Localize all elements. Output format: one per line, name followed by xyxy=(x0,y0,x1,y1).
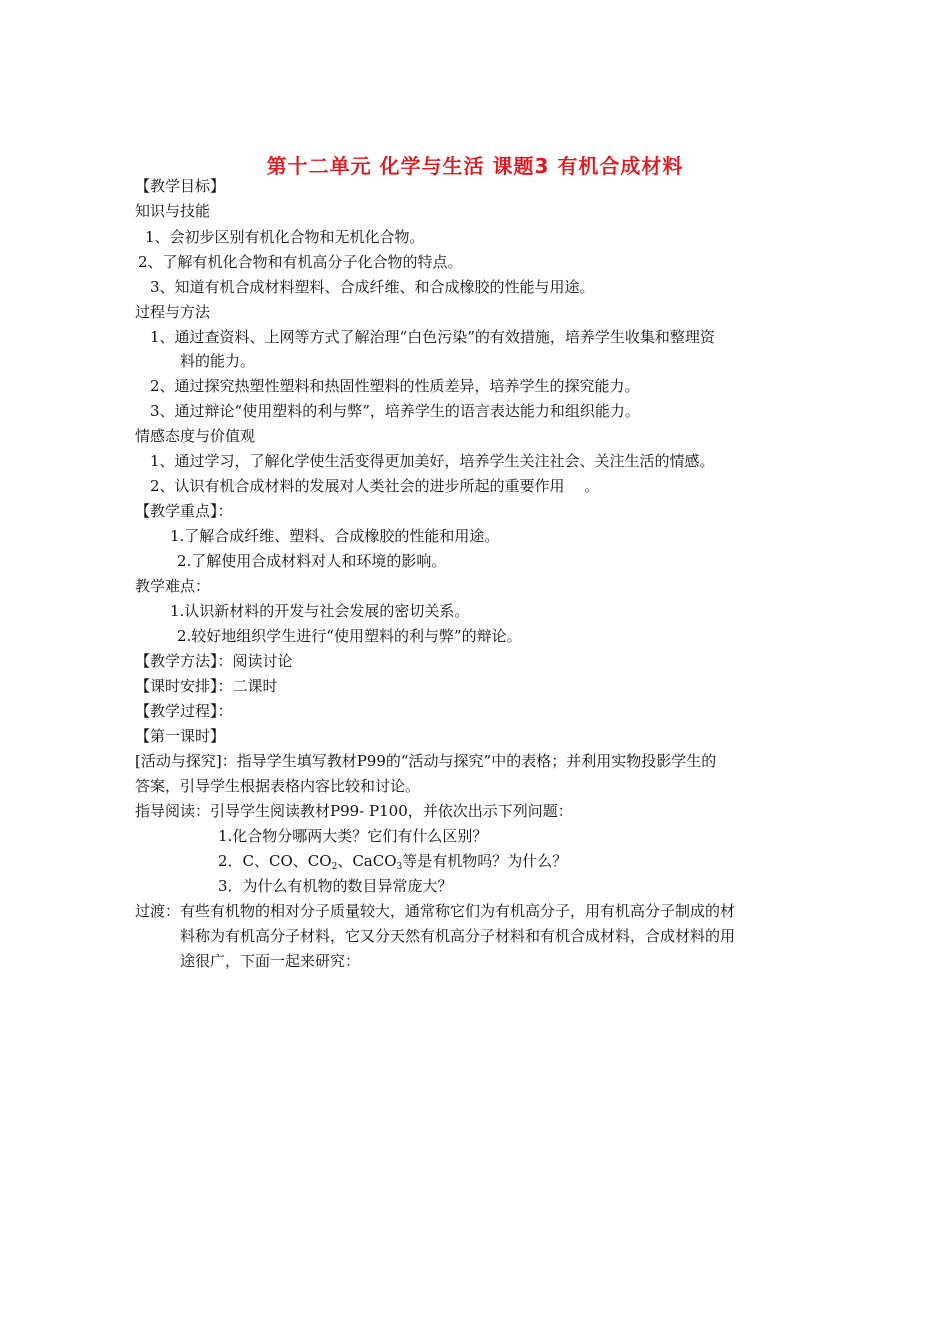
section-heading: 教学难点： xyxy=(135,577,211,595)
paragraph-line: [活动与探究]：指导学生填写教材P99的“活动与探究”中的表格；并利用实物投影学生的 xyxy=(135,752,717,770)
teaching-method: 【教学方法】：阅读讨论 xyxy=(135,652,293,670)
list-item: 2、认识有机合成材料的发展对人类社会的进步所起的重要作用 。 xyxy=(150,477,600,495)
class-schedule: 【课时安排】：二课时 xyxy=(135,677,278,695)
list-item: 1、会初步区别有机化合物和无机化合物。 xyxy=(145,228,425,246)
paragraph-line: 过渡：有些有机物的相对分子质量较大，通常称它们为有机高分子，用有机高分子制成的材 xyxy=(135,902,736,920)
list-item: 2、了解有机化合物和有机高分子化合物的特点。 xyxy=(138,253,463,271)
subsection-heading: 过程与方法 xyxy=(135,303,211,321)
list-item: 2.了解使用合成材料对人和环境的影响。 xyxy=(177,552,447,570)
list-item: 3、知道有机合成材料塑料、合成纤维、和合成橡胶的性能与用途。 xyxy=(150,278,595,296)
paragraph-line: 指导阅读：引导学生阅读教材P99- P100，并依次出示下列问题： xyxy=(135,802,573,820)
list-item: 1、通过学习，了解化学使生活变得更加美好，培养学生关注社会、关注生活的情感。 xyxy=(150,452,715,470)
section-heading: 【第一课时】 xyxy=(135,727,226,745)
question-item: 2．C、CO、$CO_2$、CaCO$_3$等是有机物吗？为什么？ xyxy=(218,852,568,872)
list-item: 1.了解合成纤维、塑料、合成橡胶的性能和用途。 xyxy=(170,527,500,545)
subsection-heading: 知识与技能 xyxy=(135,202,211,220)
list-item-continuation: 料的能力。 xyxy=(180,352,256,370)
document-title: 第十二单元 化学与生活 课题3 有机合成材料 xyxy=(266,154,684,178)
section-heading: 【教学过程】： xyxy=(135,702,233,720)
paragraph-line: 答案，引导学生根据表格内容比较和讨论。 xyxy=(135,777,421,795)
section-heading: 【教学目标】 xyxy=(135,177,226,195)
list-item: 2、通过探究热塑性塑料和热固性塑料的性质差异，培养学生的探究能力。 xyxy=(150,377,640,395)
list-item: 2.较好地组织学生进行“使用塑料的利与弊”的辩论。 xyxy=(177,627,522,645)
list-item: 1、通过查资料、上网等方式了解治理“白色污染”的有效措施，培养学生收集和整理资 xyxy=(150,328,715,346)
subsection-heading: 情感态度与价值观 xyxy=(135,427,256,445)
list-item: 3、通过辩论“使用塑料的利与弊”，培养学生的语言表达能力和组织能力。 xyxy=(150,402,640,420)
question-item: 3．为什么有机物的数目异常庞大？ xyxy=(218,877,453,895)
paragraph-line: 途很广，下面一起来研究： xyxy=(180,952,361,970)
paragraph-line: 料称为有机高分子材料，它又分天然有机高分子材料和有机合成材料，合成材料的用 xyxy=(180,927,736,945)
section-heading: 【教学重点】： xyxy=(135,502,233,520)
question-item: 1.化合物分哪两大类？它们有什么区别？ xyxy=(218,827,488,845)
list-item: 1.认识新材料的开发与社会发展的密切关系。 xyxy=(170,602,470,620)
